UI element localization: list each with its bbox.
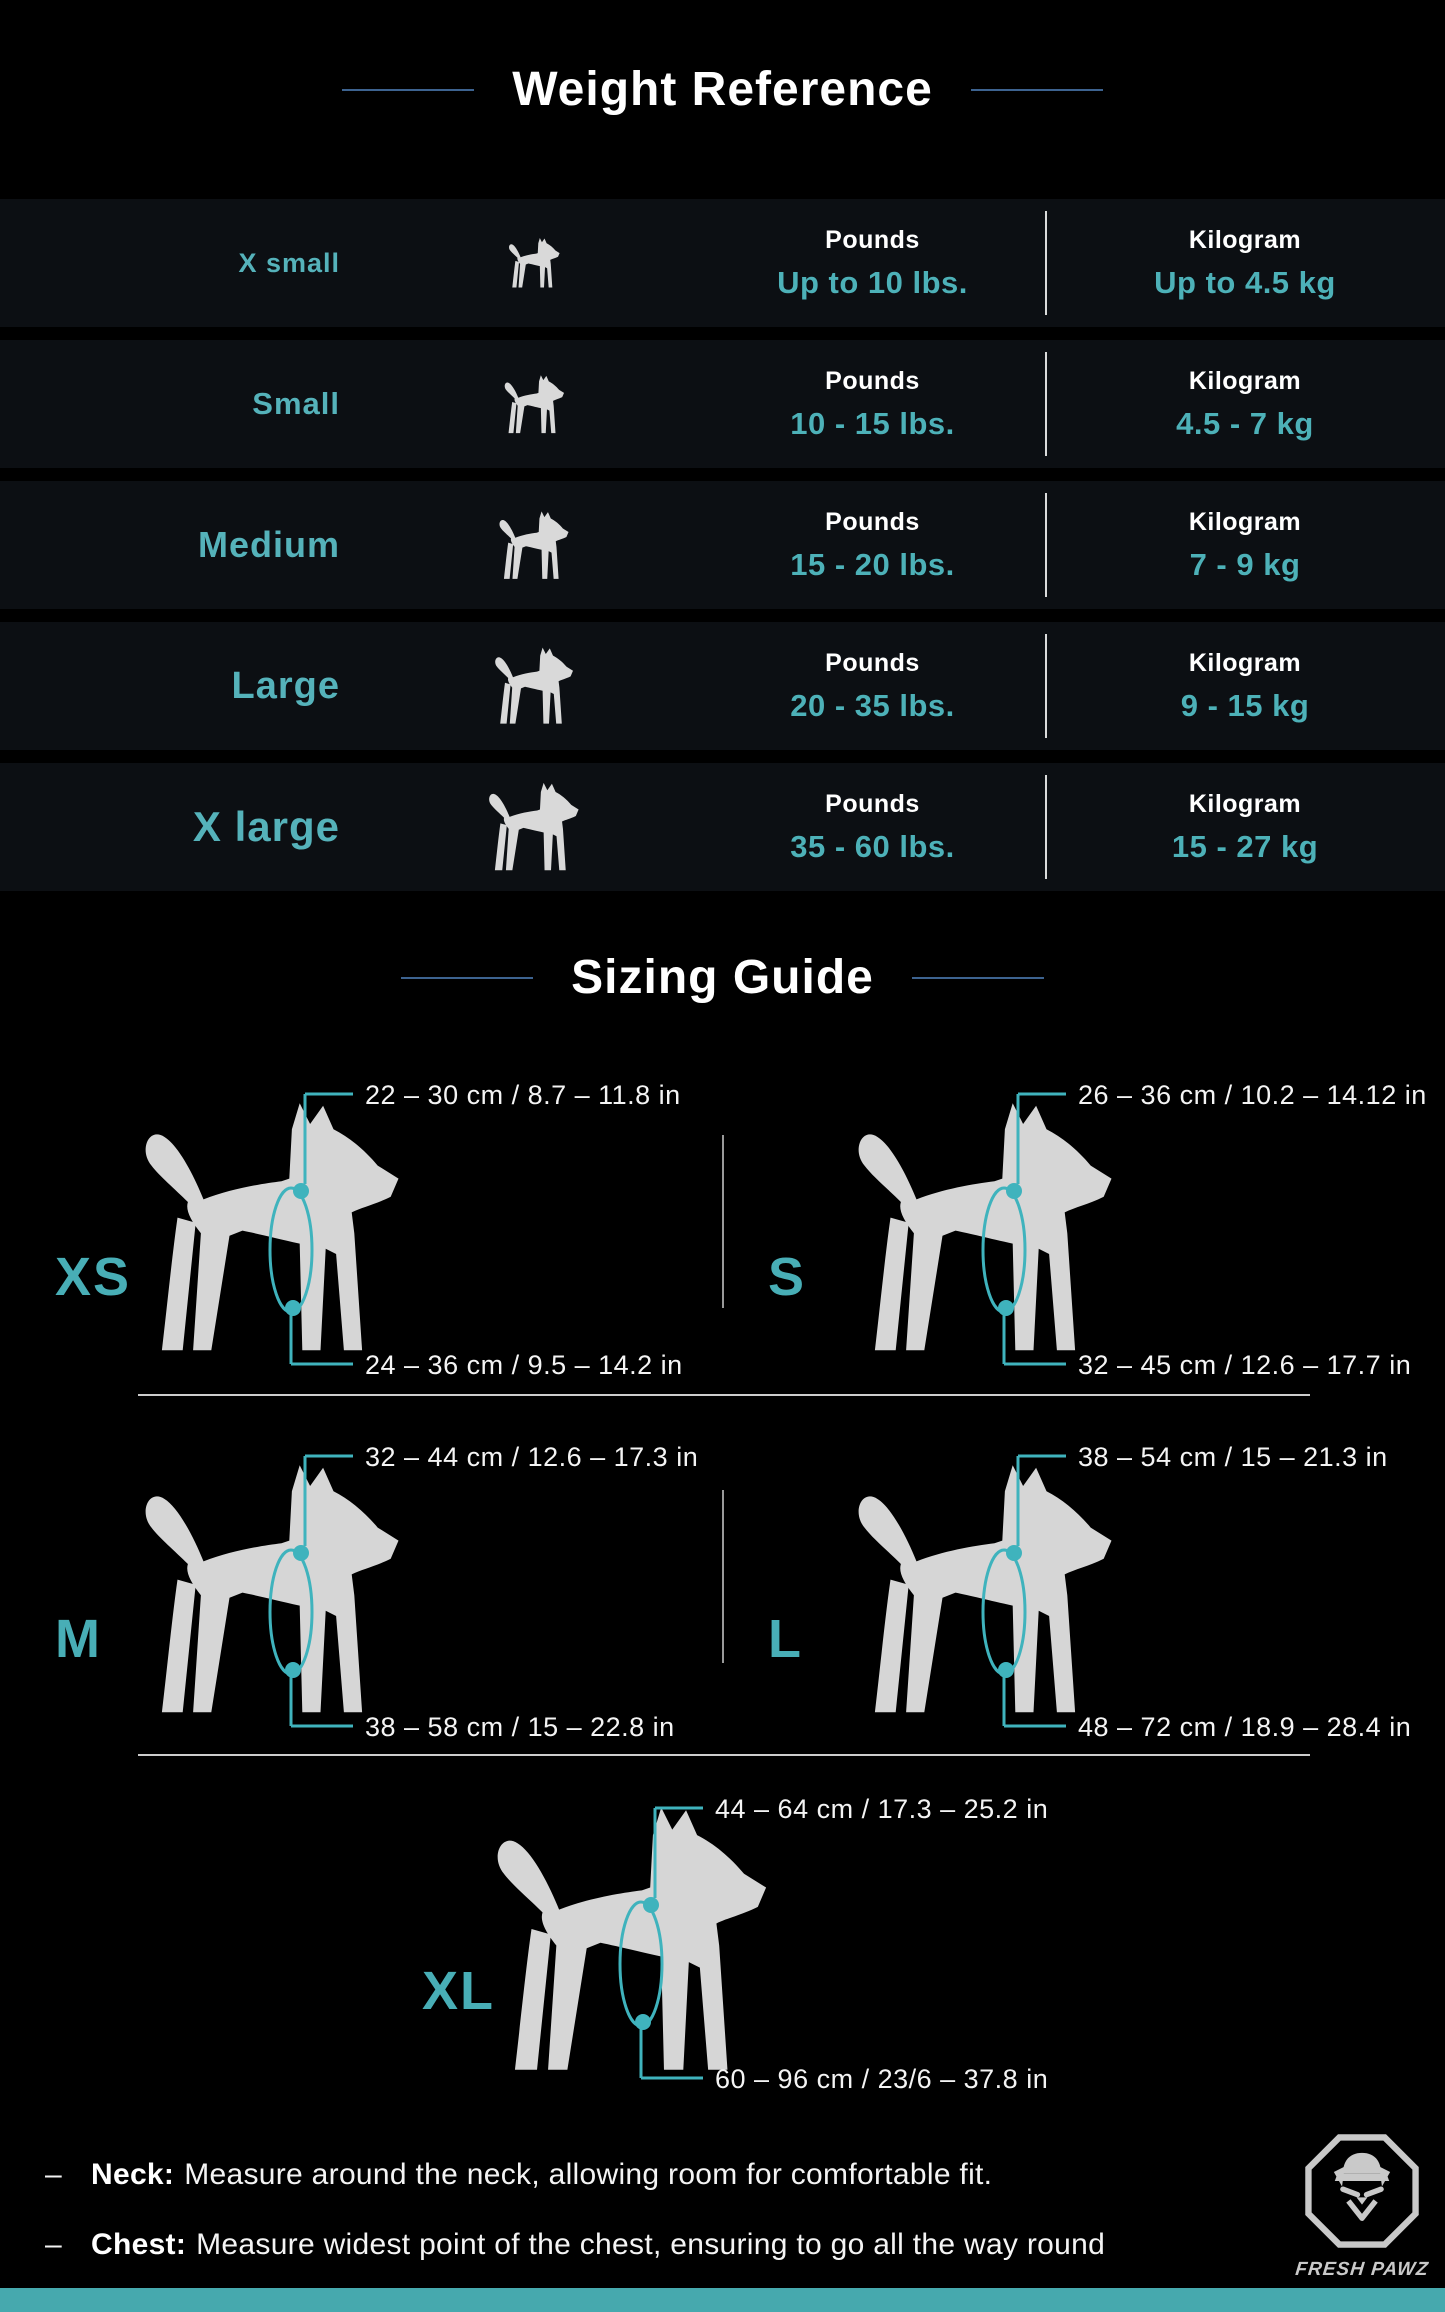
pounds-header: Pounds (825, 226, 920, 254)
dog-icon (370, 237, 700, 289)
neck-measurement: 22 – 30 cm / 8.7 – 11.8 in (365, 1080, 681, 1110)
pounds-value: 20 - 35 lbs. (790, 688, 955, 723)
kilogram-cell (1045, 651, 1445, 721)
size-code: XS (55, 1247, 132, 1307)
pounds-header: Pounds (825, 790, 920, 818)
kilogram-header: Kilogram (1188, 367, 1302, 395)
chest-measurement: 32 – 45 cm / 12.6 – 17.7 in (1078, 1350, 1412, 1380)
weight-row-x-large (0, 763, 1445, 891)
pounds-value: 35 - 60 lbs. (790, 829, 955, 864)
size-code: M (55, 1609, 102, 1669)
title-line-left (342, 89, 474, 91)
pounds-cell (700, 228, 1045, 298)
pounds-header: Pounds (825, 649, 920, 677)
weight-row-medium (0, 481, 1445, 609)
sizing-block-xl (330, 1772, 1110, 2110)
kilogram-cell (1045, 792, 1445, 862)
pounds-value: Up to 10 lbs. (777, 265, 968, 300)
column-divider (1045, 352, 1047, 456)
chest-measurement: 38 – 58 cm / 15 – 22.8 in (365, 1712, 675, 1742)
section-divider-vertical (722, 1135, 724, 1308)
size-code: S (768, 1247, 807, 1307)
chest-measurement: 24 – 36 cm / 9.5 – 14.2 in (365, 1350, 683, 1380)
size-label: Large (231, 664, 340, 707)
kilogram-value: 9 - 15 kg (1180, 688, 1310, 723)
dog-icon (370, 374, 700, 435)
size-code: L (768, 1609, 803, 1669)
sizing-guide-title: Sizing Guide (571, 951, 874, 1004)
title-line-right (971, 89, 1103, 91)
sizing-guide-header (0, 950, 1445, 1005)
pounds-value: 15 - 20 lbs. (790, 547, 955, 582)
column-divider (1045, 634, 1047, 738)
pounds-cell (700, 369, 1045, 439)
kilogram-value: 7 - 9 kg (1189, 547, 1301, 582)
size-label: Small (252, 386, 340, 421)
bottom-accent-bar (0, 2288, 1445, 2312)
kilogram-cell (1045, 510, 1445, 580)
column-divider (1045, 211, 1047, 315)
pounds-cell (700, 651, 1045, 721)
kilogram-header: Kilogram (1188, 226, 1302, 254)
pounds-cell (700, 510, 1045, 580)
weight-reference-header (0, 62, 1445, 117)
chest-note (45, 2228, 1305, 2262)
kilogram-header: Kilogram (1188, 790, 1302, 818)
fresh-pawz-badge-icon (1303, 2132, 1421, 2250)
note-dash: – (45, 2228, 62, 2261)
kilogram-header: Kilogram (1188, 508, 1302, 536)
neck-measurement: 44 – 64 cm / 17.3 – 25.2 in (715, 1794, 1049, 1824)
kilogram-cell (1045, 228, 1445, 298)
neck-measurement: 38 – 54 cm / 15 – 21.3 in (1078, 1442, 1388, 1472)
column-divider (1045, 493, 1047, 597)
weight-reference-title: Weight Reference (512, 63, 933, 116)
neck-note (45, 2158, 1305, 2192)
weight-row-small (0, 340, 1445, 468)
note-term: Chest: (91, 2228, 187, 2261)
pounds-header: Pounds (825, 367, 920, 395)
weight-row-x-small (0, 199, 1445, 327)
note-term: Neck: (91, 2158, 175, 2191)
pounds-value: 10 - 15 lbs. (790, 406, 955, 441)
kilogram-header: Kilogram (1188, 649, 1302, 677)
size-label: X small (238, 247, 340, 278)
size-label: X large (192, 803, 340, 850)
sizing-block-xs (25, 1058, 710, 1396)
chest-measurement: 60 – 96 cm / 23/6 – 37.8 in (715, 2064, 1049, 2094)
brand-logo (1292, 2132, 1432, 2281)
kilogram-value: Up to 4.5 kg (1154, 265, 1336, 300)
dog-icon (370, 510, 700, 581)
weight-row-large (0, 622, 1445, 750)
note-dash: – (45, 2158, 62, 2191)
neck-measurement: 32 – 44 cm / 12.6 – 17.3 in (365, 1442, 699, 1472)
sizing-block-l (738, 1420, 1423, 1758)
pounds-header: Pounds (825, 508, 920, 536)
dog-icon (370, 646, 700, 726)
sizing-block-s (738, 1058, 1427, 1396)
title-line-right (912, 977, 1044, 979)
section-divider-horizontal (138, 1394, 1310, 1396)
chest-measurement: 48 – 72 cm / 18.9 – 28.4 in (1078, 1712, 1412, 1742)
title-line-left (401, 977, 533, 979)
neck-measurement: 26 – 36 cm / 10.2 – 14.12 in (1078, 1080, 1427, 1110)
brand-name: FRESH PAWZ (1294, 2259, 1430, 2280)
section-divider-horizontal (138, 1754, 1310, 1756)
size-code: XL (422, 1961, 496, 2021)
dog-icon (370, 781, 700, 873)
kilogram-value: 15 - 27 kg (1171, 829, 1319, 864)
note-text: Measure widest point of the chest, ensuring to go all the way round (196, 2228, 1106, 2261)
size-label: Medium (197, 524, 340, 565)
kilogram-cell (1045, 369, 1445, 439)
section-divider-vertical (722, 1490, 724, 1663)
column-divider (1045, 775, 1047, 879)
pounds-cell (700, 792, 1045, 862)
sizing-block-m (25, 1420, 710, 1758)
kilogram-value: 4.5 - 7 kg (1176, 406, 1314, 441)
note-text: Measure around the neck, allowing room for comfortable fit. (184, 2158, 993, 2191)
